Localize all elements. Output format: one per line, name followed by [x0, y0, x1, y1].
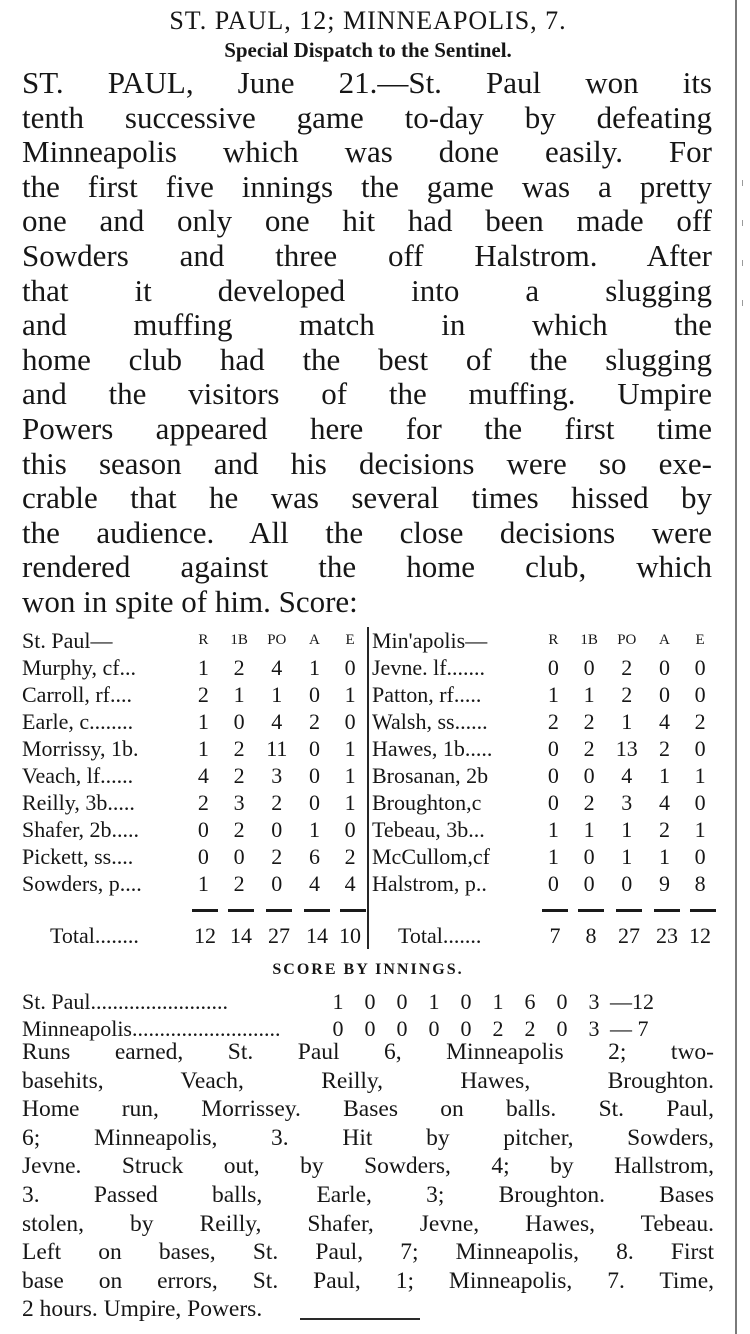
body-line: tenth successive game to-day by defeating [22, 99, 712, 135]
body-line: and muffing match in which the [22, 307, 712, 343]
box-rows [372, 654, 718, 897]
stat-po: 1 [621, 817, 633, 842]
player-row [22, 762, 368, 789]
player-row [372, 762, 718, 789]
body-line: and the visitors of the muffing. Umpire [22, 376, 712, 412]
inning-runs: 1 [332, 989, 344, 1014]
stat-po: 1 [621, 844, 633, 869]
stat-e: 0 [694, 844, 706, 869]
stat-a: 1 [308, 655, 320, 680]
total-1b: 14 [230, 923, 252, 948]
team-header: Min'apolis— [372, 628, 488, 653]
stat-e: 1 [344, 682, 356, 707]
inning-runs: 0 [428, 1016, 440, 1041]
player-row [22, 654, 368, 681]
stat-1b: 2 [583, 709, 595, 734]
player-name: Walsh, ss...... [372, 709, 488, 734]
body-line: rendered against the home club, which [22, 549, 712, 585]
stat-a: 0 [308, 763, 320, 788]
col-header: 1B [230, 632, 248, 648]
body-line: Sowders and three off Halstrom. After [22, 237, 712, 273]
stat-1b: 0 [583, 871, 595, 896]
stat-r: 0 [547, 790, 559, 815]
stat-po: 2 [271, 844, 283, 869]
player-name: Morrissy, 1b. [22, 736, 139, 761]
innings-title: SCORE BY INNINGS. [272, 961, 464, 978]
player-row [22, 870, 368, 897]
stat-a: 0 [308, 790, 320, 815]
stat-r: 1 [197, 709, 209, 734]
stat-po: 0 [271, 817, 283, 842]
stat-r: 0 [547, 763, 559, 788]
stat-e: 1 [694, 763, 706, 788]
player-row [22, 735, 368, 762]
stat-e: 1 [344, 736, 356, 761]
body-line: won in spite of him. Score: [22, 583, 358, 619]
summary-line: 6; Minneapolis, 3. Hit by pitcher, Sowders, [22, 1124, 714, 1151]
player-row [372, 789, 718, 816]
player-row [372, 708, 718, 735]
total-a: 23 [656, 923, 678, 948]
inning-runs: 0 [364, 989, 376, 1014]
stat-a: 9 [658, 871, 670, 896]
player-name: Murphy, cf... [22, 655, 137, 680]
inning-runs: 3 [588, 989, 600, 1014]
col-header: A [309, 632, 320, 648]
innings-row [22, 988, 714, 1016]
summary-line: Jevne. Struck out, by Sowders, 4; by Hallstrom, [22, 1153, 714, 1180]
player-name: Hawes, 1b..... [372, 736, 493, 761]
total-r: 12 [194, 923, 216, 948]
stat-1b: 1 [583, 817, 595, 842]
stat-1b: 2 [583, 736, 595, 761]
total-row-home [50, 921, 365, 951]
total-e: 10 [339, 923, 361, 948]
stat-e: 1 [344, 790, 356, 815]
stat-r: 0 [197, 844, 209, 869]
stat-1b: 1 [583, 682, 595, 707]
box-score-home [22, 627, 368, 897]
inning-runs: 0 [396, 1016, 408, 1041]
box-header-row [372, 627, 718, 654]
col-header: R [198, 632, 209, 648]
stat-po: 0 [271, 871, 283, 896]
article-body [22, 66, 712, 620]
stat-a: 1 [658, 763, 670, 788]
player-name: Sowders, p.... [22, 871, 142, 896]
col-header: PO [617, 632, 637, 648]
box-header-row [22, 627, 368, 654]
total-a: 14 [306, 923, 328, 948]
inning-runs: 1 [428, 989, 440, 1014]
stat-a: 4 [658, 790, 670, 815]
total-label: Total........ [50, 923, 139, 948]
stat-a: 0 [658, 682, 670, 707]
player-row [372, 654, 718, 681]
stat-e: 0 [694, 790, 706, 815]
stat-1b: 3 [233, 790, 245, 815]
stat-po: 2 [621, 682, 633, 707]
player-name: Shafer, 2b..... [22, 817, 140, 842]
stat-r: 1 [547, 682, 559, 707]
inning-runs: 0 [460, 1016, 472, 1041]
stat-r: 1 [197, 655, 209, 680]
body-line: home club had the best of the slugging [22, 341, 712, 377]
stat-1b: 0 [233, 709, 245, 734]
inning-runs: 0 [460, 989, 472, 1014]
col-header: 1B [580, 632, 598, 648]
inning-runs: 3 [588, 1016, 600, 1041]
stat-a: 2 [658, 736, 670, 761]
body-line: the audience. All the close decisions were [22, 514, 712, 550]
inning-runs: 0 [332, 1016, 344, 1041]
player-row [22, 843, 368, 870]
stat-e: 0 [694, 682, 706, 707]
inning-runs: 2 [524, 1016, 536, 1041]
player-name: Pickett, ss.... [22, 844, 134, 869]
summary-line: 3. Passed balls, Earle, 3; Broughton. Bases [22, 1181, 714, 1208]
column-rule-dashed [742, 180, 743, 320]
body-line: this season and his decisions were so exe- [22, 445, 712, 481]
body-line: one and only one hit had been made off [22, 203, 712, 239]
body-line: ST. PAUL, June 21.—St. Paul won its [22, 65, 712, 100]
player-name: Patton, rf..... [372, 682, 482, 707]
summary-line: 2 hours. Umpire, Powers. [22, 1296, 263, 1323]
summary-line: Left on bases, St. Paul, 7; Minneapolis, 8. First [22, 1239, 714, 1266]
stat-e: 0 [344, 709, 356, 734]
inning-runs: 2 [492, 1016, 504, 1041]
player-row [22, 708, 368, 735]
total-rule-visitors [537, 909, 717, 917]
stat-1b: 2 [583, 790, 595, 815]
stat-r: 0 [547, 736, 559, 761]
inning-runs: 0 [556, 1016, 568, 1041]
stat-e: 0 [344, 655, 356, 680]
stat-e: 0 [344, 817, 356, 842]
body-line: the first five innings the game was a pretty [22, 168, 712, 204]
stat-1b: 2 [233, 871, 245, 896]
stat-po: 0 [621, 871, 633, 896]
stat-r: 1 [547, 817, 559, 842]
stat-a: 1 [308, 817, 320, 842]
body-line: Minneapolis which was done easily. For [22, 134, 712, 170]
stat-a: 6 [308, 844, 320, 869]
inning-runs: 0 [556, 989, 568, 1014]
inning-runs: 0 [396, 989, 408, 1014]
col-header: R [548, 632, 559, 648]
inning-runs: 1 [492, 989, 504, 1014]
player-name: Broughton,c [372, 790, 482, 815]
stat-a: 4 [308, 871, 320, 896]
stat-a: 2 [658, 817, 670, 842]
col-header: A [659, 632, 670, 648]
col-header: E [695, 632, 705, 648]
stat-po: 4 [271, 709, 283, 734]
player-name: Reilly, 3b..... [22, 790, 135, 815]
player-name: Tebeau, 3b... [372, 817, 485, 842]
player-name: Veach, lf...... [22, 763, 134, 788]
total-po: 27 [268, 923, 290, 948]
stat-r: 0 [197, 817, 209, 842]
total-rule-home [187, 909, 367, 917]
stat-a: 2 [308, 709, 320, 734]
stat-po: 4 [621, 763, 633, 788]
stat-a: 0 [308, 682, 320, 707]
stat-r: 0 [547, 655, 559, 680]
total-r: 7 [549, 923, 561, 948]
stat-e: 1 [344, 763, 356, 788]
stat-a: 0 [308, 736, 320, 761]
stat-po: 13 [615, 736, 638, 761]
summary-line: Runs earned, St. Paul 6, Minneapolis 2; two- [22, 1039, 714, 1065]
innings-team: St. Paul......................... [22, 989, 228, 1014]
summary-line: basehits, Veach, Reilly, Hawes, Broughton. [22, 1067, 714, 1094]
total-e: 12 [689, 923, 711, 948]
stat-e: 4 [344, 871, 356, 896]
team-header: St. Paul— [22, 628, 113, 653]
stat-1b: 0 [233, 844, 245, 869]
innings-total: — 7 [610, 1016, 649, 1041]
total-row-visitors [398, 921, 715, 951]
stat-po: 4 [271, 655, 283, 680]
stat-1b: 0 [583, 763, 595, 788]
player-row [22, 816, 368, 843]
stat-1b: 2 [233, 655, 245, 680]
body-line: Powers appeared here for the first time [22, 410, 712, 446]
box-rows [22, 654, 368, 897]
summary-line: base on errors, St. Paul, 1; Minneapolis, 7. Time, [22, 1267, 714, 1294]
stat-e: 2 [694, 709, 706, 734]
stat-1b: 2 [233, 736, 245, 761]
inning-runs: 0 [364, 1016, 376, 1041]
stat-r: 0 [547, 871, 559, 896]
col-header: E [345, 632, 355, 648]
summary-line: stolen, by Reilly, Shafer, Jevne, Hawes, Tebeau. [22, 1210, 714, 1237]
stat-r: 2 [197, 682, 209, 707]
stat-e: 1 [694, 817, 706, 842]
column-rule [735, 0, 737, 1334]
stat-1b: 2 [233, 817, 245, 842]
stat-e: 8 [694, 871, 706, 896]
player-row [372, 843, 718, 870]
stat-r: 1 [197, 871, 209, 896]
player-name: Carroll, rf.... [22, 682, 132, 707]
stat-po: 11 [266, 736, 288, 761]
stat-a: 4 [658, 709, 670, 734]
player-name: Halstrom, p.. [372, 871, 487, 896]
stat-r: 2 [197, 790, 209, 815]
stat-r: 4 [197, 763, 209, 788]
stat-r: 2 [547, 709, 559, 734]
stat-po: 1 [271, 682, 283, 707]
stat-po: 3 [621, 790, 633, 815]
player-row [372, 870, 718, 897]
stat-r: 1 [547, 844, 559, 869]
total-1b: 8 [585, 923, 597, 948]
stat-a: 1 [658, 844, 670, 869]
innings-total: —12 [610, 989, 654, 1014]
player-row [22, 681, 368, 708]
player-row [372, 816, 718, 843]
player-row [372, 681, 718, 708]
stat-1b: 1 [233, 682, 245, 707]
stat-po: 2 [271, 790, 283, 815]
stat-po: 3 [271, 763, 283, 788]
stat-po: 1 [621, 709, 633, 734]
summary-line: Home run, Morrissey. Bases on balls. St. Paul, [22, 1096, 714, 1123]
dispatch-line: Special Dispatch to the Sentinel. [224, 38, 512, 62]
box-score-visitors [372, 627, 718, 897]
total-po: 27 [618, 923, 640, 948]
stat-e: 0 [694, 655, 706, 680]
stat-1b: 2 [233, 763, 245, 788]
player-name: Jevne. lf....... [372, 655, 486, 680]
game-summary [22, 1038, 714, 1324]
stat-a: 0 [658, 655, 670, 680]
col-header: PO [267, 632, 287, 648]
stat-e: 2 [344, 844, 356, 869]
player-name: McCullom,cf [372, 844, 490, 869]
body-line: that it developed into a slugging [22, 272, 712, 308]
inning-runs: 6 [524, 989, 536, 1014]
stat-po: 2 [621, 655, 633, 680]
total-label: Total....... [398, 923, 482, 948]
innings-team: Minneapolis........................... [22, 1016, 281, 1041]
stat-e: 0 [694, 736, 706, 761]
player-name: Earle, c........ [22, 709, 134, 734]
body-line: crable that he was several times hissed by [22, 480, 712, 516]
stat-r: 1 [197, 736, 209, 761]
end-rule [300, 1318, 420, 1320]
player-name: Brosanan, 2b [372, 763, 489, 788]
player-row [372, 735, 718, 762]
stat-1b: 0 [583, 844, 595, 869]
stat-1b: 0 [583, 655, 595, 680]
player-row [22, 789, 368, 816]
headline: ST. PAUL, 12; MINNEAPOLIS, 7. [169, 6, 567, 35]
